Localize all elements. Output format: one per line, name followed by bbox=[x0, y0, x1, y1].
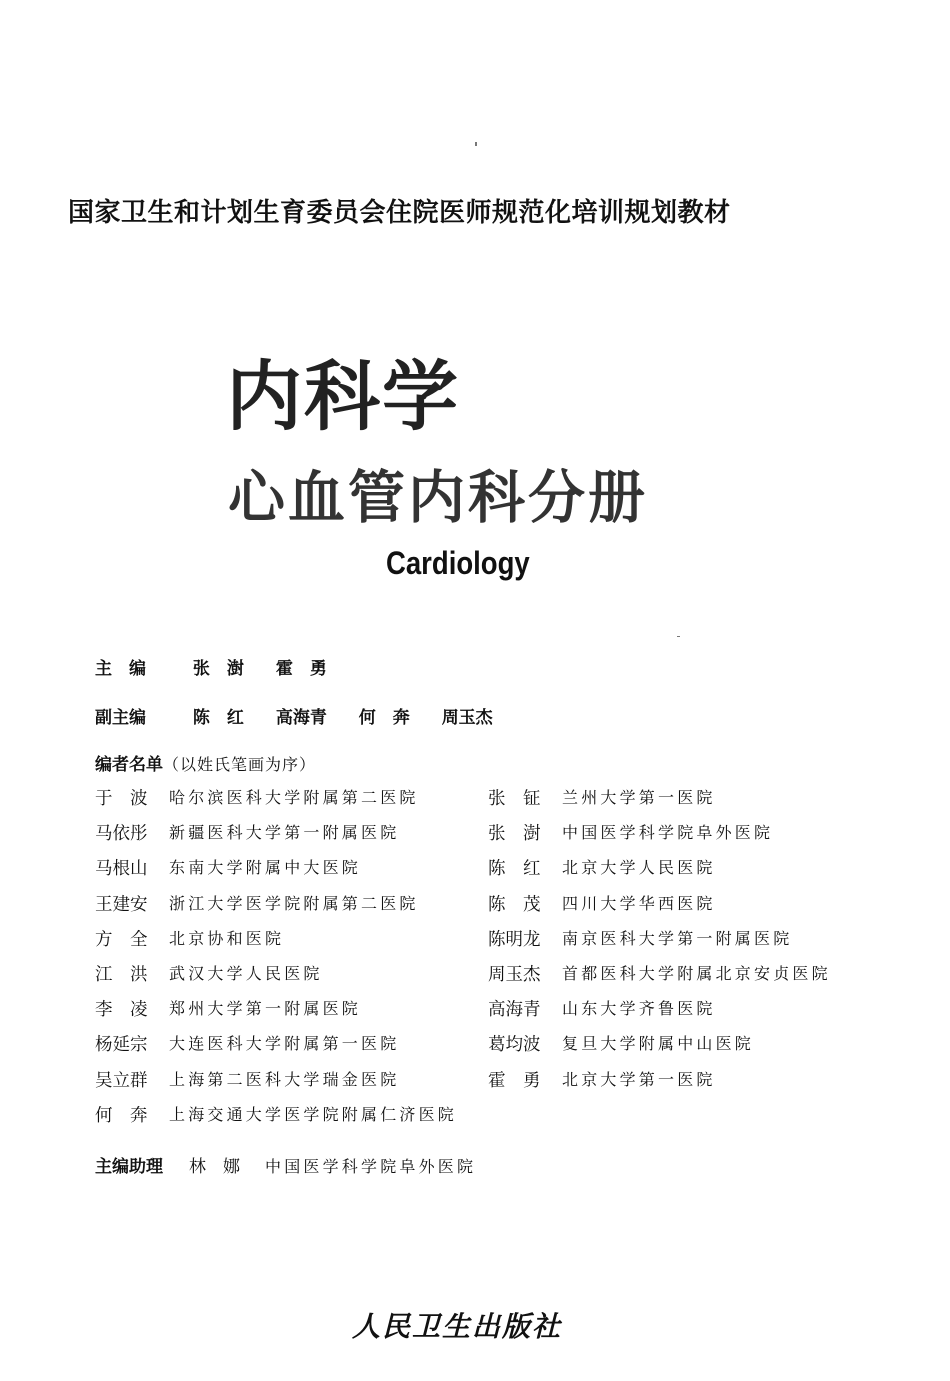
contributor-institution: 上海第二医科大学瑞金医院 bbox=[169, 1069, 400, 1089]
contributor-institution: 上海交通大学医学院附属仁济医院 bbox=[169, 1104, 458, 1124]
contributor-name: 马依彤 bbox=[95, 824, 148, 845]
contributor-institution: 复旦大学附属中山医院 bbox=[562, 1034, 755, 1054]
contributor-name: 何 奔 bbox=[95, 1105, 148, 1126]
contributor-institution: 山东大学齐鲁医院 bbox=[562, 999, 716, 1019]
contributor-entry bbox=[488, 855, 831, 890]
contributor-name: 高海青 bbox=[488, 1000, 541, 1021]
contributor-entry bbox=[488, 961, 831, 996]
contributors-left-column bbox=[95, 785, 457, 1137]
contributor-institution: 四川大学华西医院 bbox=[562, 893, 716, 913]
contributor-institution: 浙江大学医学院附属第二医院 bbox=[169, 893, 419, 913]
contributor-name: 江 洪 bbox=[95, 964, 148, 985]
contributor-institution: 南京医科大学第一附属医院 bbox=[562, 928, 793, 948]
contributor-name: 张 澍 bbox=[488, 824, 541, 845]
contributor-institution: 北京大学第一医院 bbox=[562, 1069, 716, 1089]
contributor-name: 吴立群 bbox=[95, 1070, 148, 1091]
contributor-institution: 中国医学科学院阜外医院 bbox=[562, 823, 774, 843]
contributor-entry bbox=[95, 1067, 457, 1102]
editor-assistant-name: 林 娜 bbox=[189, 1157, 240, 1177]
contributor-entry bbox=[488, 1031, 831, 1066]
deputy-editors-label: 副主编 bbox=[95, 708, 146, 728]
deputy-editor-name: 何 奔 bbox=[358, 708, 410, 728]
contributor-institution: 大连医科大学附属第一医院 bbox=[169, 1034, 400, 1054]
editor-assistant-label: 主编助理 bbox=[95, 1157, 163, 1177]
contributor-name: 张 钲 bbox=[488, 789, 541, 809]
contributor-entry bbox=[488, 820, 831, 855]
deputy-editor-name: 周玉杰 bbox=[441, 708, 493, 728]
contributor-institution: 北京大学人民医院 bbox=[562, 858, 716, 878]
contributor-institution: 首都医科大学附属北京安贞医院 bbox=[562, 963, 831, 983]
contributor-entry bbox=[95, 996, 457, 1031]
contributor-entry bbox=[95, 961, 457, 996]
chief-editor-name: 张 澍 bbox=[192, 659, 244, 679]
contributor-name: 葛均波 bbox=[488, 1035, 541, 1056]
contributor-institution: 哈尔滨医科大学附属第二医院 bbox=[169, 788, 419, 807]
series-title: 国家卫生和计划生育委员会住院医师规范化培训规划教材 bbox=[68, 198, 731, 228]
contributors-heading: 编者名单 bbox=[95, 755, 163, 775]
main-title: 内科学 bbox=[226, 352, 460, 441]
contributor-institution: 东南大学附属中大医院 bbox=[169, 858, 362, 878]
contributor-entry bbox=[95, 1102, 457, 1137]
contributor-entry bbox=[488, 785, 831, 820]
contributor-name: 马根山 bbox=[95, 859, 148, 880]
scan-speck bbox=[677, 636, 680, 637]
contributor-entry bbox=[488, 996, 831, 1031]
contributor-institution: 郑州大学第一附属医院 bbox=[169, 999, 362, 1019]
contributor-name: 王建安 bbox=[95, 894, 148, 915]
sub-title: 心血管内科分册 bbox=[228, 465, 648, 531]
contributor-entry bbox=[488, 926, 831, 961]
chief-editors-row bbox=[95, 654, 353, 679]
contributor-entry bbox=[95, 855, 457, 890]
contributor-institution: 北京协和医院 bbox=[169, 928, 285, 948]
chief-editors-names bbox=[193, 659, 353, 679]
contributor-entry bbox=[488, 1067, 831, 1102]
contributor-entry bbox=[95, 785, 457, 820]
contributor-name: 杨延宗 bbox=[95, 1035, 148, 1056]
scan-speck bbox=[475, 142, 477, 146]
contributor-institution: 武汉大学人民医院 bbox=[169, 963, 323, 983]
contributor-name: 陈明龙 bbox=[488, 929, 541, 950]
contributor-entry bbox=[95, 926, 457, 961]
contributor-name: 周玉杰 bbox=[488, 964, 541, 985]
contributor-entry bbox=[488, 891, 831, 926]
contributor-name: 李 凌 bbox=[95, 1000, 148, 1021]
chief-editors-label: 主 编 bbox=[95, 659, 146, 679]
contributor-name: 方 全 bbox=[95, 929, 148, 950]
contributors-heading-row bbox=[95, 750, 316, 775]
contributor-name: 陈 红 bbox=[488, 859, 541, 880]
deputy-editors-names bbox=[193, 708, 519, 728]
english-title: Cardiology bbox=[386, 545, 530, 581]
deputy-editors-row bbox=[95, 703, 519, 728]
contributor-entry bbox=[95, 820, 457, 855]
contributors-right-column bbox=[488, 785, 831, 1102]
editor-assistant-row bbox=[95, 1152, 476, 1177]
deputy-editor-name: 高海青 bbox=[275, 708, 327, 728]
contributor-institution: 兰州大学第一医院 bbox=[562, 788, 716, 807]
contributor-entry bbox=[95, 891, 457, 926]
contributor-name: 霍 勇 bbox=[488, 1070, 541, 1091]
contributor-name: 陈 茂 bbox=[488, 894, 541, 915]
deputy-editor-name: 陈 红 bbox=[192, 708, 244, 728]
chief-editor-name: 霍 勇 bbox=[275, 659, 327, 679]
contributor-institution: 新疆医科大学第一附属医院 bbox=[169, 823, 400, 843]
contributor-entry bbox=[95, 1031, 457, 1066]
contributor-name: 于 波 bbox=[95, 789, 148, 809]
publisher-logo: 人民卫生出版社 bbox=[352, 1310, 563, 1343]
contributors-order-note: （以姓氏笔画为序） bbox=[163, 755, 317, 774]
editor-assistant-institution: 中国医学科学院阜外医院 bbox=[265, 1157, 477, 1176]
